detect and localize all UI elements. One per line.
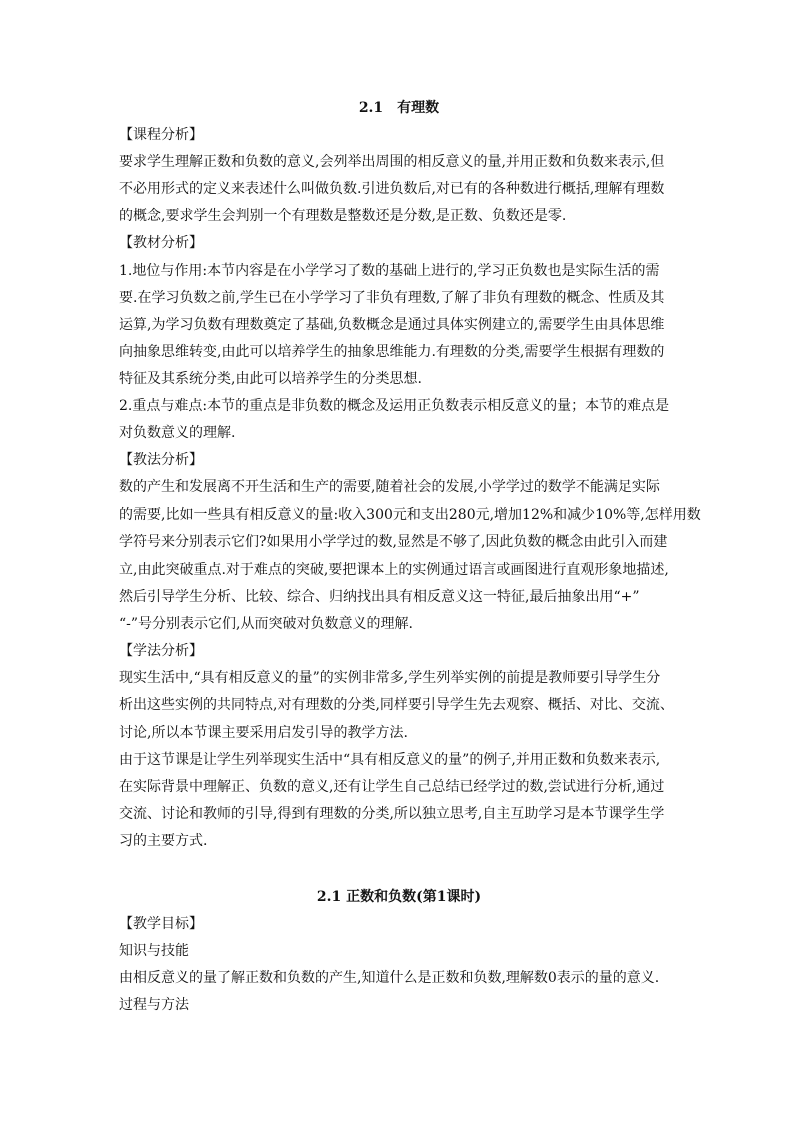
material-analysis-line-6: 2.重点与难点:本节的重点是非负数的概念及运用正负数表示相反意义的量；本节的难点是 (119, 398, 670, 414)
material-analysis-heading: 【教材分析】 (119, 235, 203, 251)
section1-title: 2.1 有理数 (358, 100, 440, 116)
learning-analysis-line-1: 现实生活中,“具有相反意义的量”的实例非常多,学生列举实例的前提是教师要引导学生分 (119, 670, 661, 686)
learning-analysis-heading: 【学法分析】 (119, 643, 203, 659)
material-analysis-line-7: 对负数意义的理解. (119, 425, 236, 441)
material-analysis-line-2: 要.在学习负数之前,学生已在小学学习了非负有理数,了解了非负有理数的概念、性质及其 (119, 290, 665, 306)
goals-heading: 【教学目标】 (119, 916, 203, 932)
method-analysis-line-6: “-”号分别表示它们,从而突破对负数意义的理解. (119, 616, 413, 632)
course-analysis-line-1: 要求学生理解正数和负数的意义,会列举出周围的相反意义的量,并用正数和负数来表示,但 (119, 154, 665, 170)
learning-analysis-line-4: 由于这节课是让学生列举现实生活中“具有相反意义的量”的例子,并用正数和负数来表示, (119, 752, 661, 768)
method-analysis-line-4: 立,由此突破重点.对于难点的突破,要把课本上的实例通过语言或画图进行直观形象地描述, (119, 562, 669, 578)
learning-analysis-line-2: 析出这些实例的共同特点,对有理数的分类,同样要引导学生先去观察、概括、对比、交流、 (119, 697, 674, 713)
method-analysis-line-2: 的需要,比如一些具有相反意义的量:收入300元和支出280元,增加12%和减少10%等,怎样用数 (119, 507, 701, 523)
course-analysis-line-2: 不必用形式的定义来表述什么叫做负数.引进负数后,对已有的各种数进行概括,理解有理数 (119, 181, 665, 197)
course-analysis-heading: 【课程分析】 (119, 127, 203, 143)
learning-analysis-line-7: 习的主要方式. (119, 833, 208, 849)
material-analysis-line-4: 向抽象思维转变,由此可以培养学生的抽象思维能力.有理数的分类,需要学生根据有理数的 (119, 344, 665, 360)
learning-analysis-line-5: 在实际背景中理解正、负数的意义,还有让学生自己总结已经学过的数,尝试进行分析,通过 (119, 779, 665, 795)
learning-analysis-line-3: 讨论,所以本节课主要采用启发引导的教学方法. (119, 725, 408, 741)
goals-line-1: 知识与技能 (119, 943, 189, 959)
section2-title: 2.1 正数和负数(第1课时) (316, 889, 482, 905)
course-analysis-line-3: 的概念,要求学生会判别一个有理数是整数还是分数,是正数、负数还是零. (119, 208, 567, 224)
goals-line-3: 过程与方法 (119, 997, 189, 1013)
goals-line-2: 由相反意义的量了解正数和负数的产生,知道什么是正数和负数,理解数0表示的量的意义. (119, 970, 660, 986)
material-analysis-line-3: 运算,为学习负数有理数奠定了基础,负数概念是通过具体实例建立的,需要学生由具体思维 (119, 317, 665, 333)
method-analysis-line-1: 数的产生和发展离不开生活和生产的需要,随着社会的发展,小学学过的数学不能满足实际 (119, 479, 660, 495)
method-analysis-line-3: 学符号来分别表示它们?如果用小学学过的数,显然是不够了,因此负数的概念由此引入而建 (119, 534, 668, 550)
method-analysis-line-5: 然后引导学生分析、比较、综合、归纳找出具有相反意义这一特征,最后抽象出用“+” (119, 589, 640, 605)
material-analysis-line-5: 特征及其系统分类,由此可以培养学生的分类思想. (119, 371, 422, 387)
method-analysis-heading: 【教法分析】 (119, 452, 203, 468)
material-analysis-line-1: 1.地位与作用:本节内容是在小学学习了数的基础上进行的,学习正负数也是实际生活的需 (119, 263, 660, 279)
learning-analysis-line-6: 交流、讨论和教师的引导,得到有理数的分类,所以独立思考,自主互助学习是本节课学生学 (119, 806, 665, 822)
